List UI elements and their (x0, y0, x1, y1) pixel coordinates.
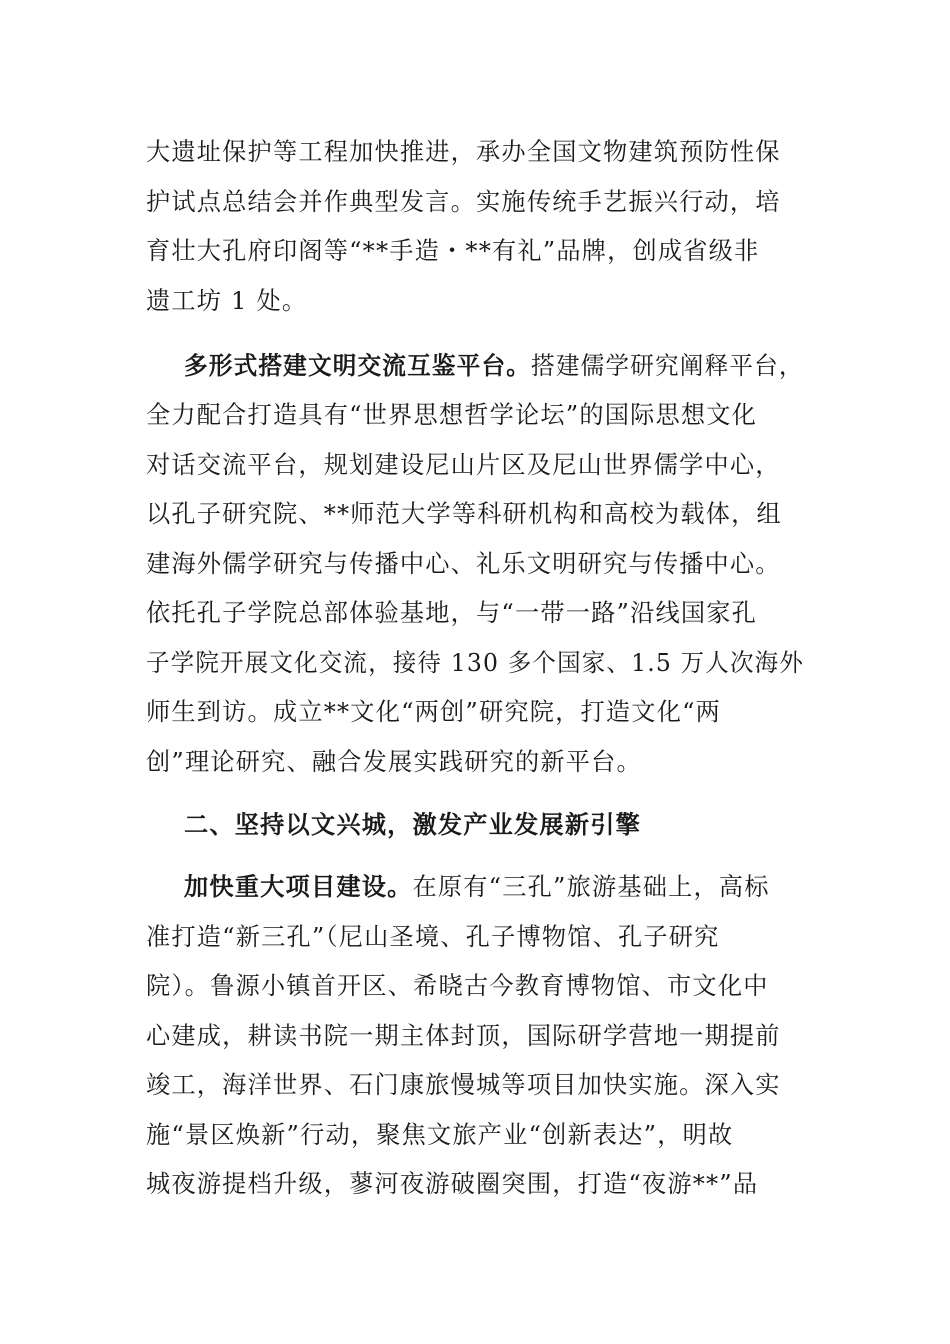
text-line: 师生到访。成立**文化“两创”研究院，打造文化“两 (146, 698, 722, 726)
section-heading: 二、坚持以文兴城，激发产业发展新引擎 (184, 811, 641, 839)
text-line: 院）。鲁源小镇首开区、希晓古今教育博物馆、市文化中 (146, 972, 769, 1000)
text-line: 城夜游提档升级，蓼河夜游破圈突围，打造“夜游**”品 (146, 1170, 759, 1198)
text-line: 创”理论研究、融合发展实践研究的新平台。 (146, 748, 642, 776)
paragraph-lead-heading: 加快重大项目建设。 (184, 873, 413, 901)
paragraph-first-line (184, 350, 804, 382)
text-line: 遗工坊 1 处。 (146, 287, 308, 315)
paragraph-first-line (184, 871, 770, 903)
text-line: 大遗址保护等工程加快推进，承办全国文物建筑预防性保 (146, 138, 781, 166)
paragraph-text: 在原有“三孔”旅游基础上，高标 (412, 873, 770, 901)
text-line: 依托孔子学院总部体验基地，与“一带一路”沿线国家孔 (146, 599, 758, 627)
text-line: 全力配合打造具有“世界思想哲学论坛”的国际思想文化 (146, 401, 758, 429)
paragraph-lead-heading: 多形式搭建文明交流互鉴平台。 (184, 352, 532, 380)
text-line: 准打造“新三孔”（尼山圣境、孔子博物馆、孔子研究 (146, 923, 720, 951)
text-line: 施“景区焕新”行动，聚焦文旅产业“创新表达”，明故 (146, 1121, 734, 1149)
text-line: 以孔子研究院、**师范大学等科研机构和高校为载体，组 (146, 500, 782, 528)
text-line: 育壮大孔府印阁等“**手造・**有礼”品牌，创成省级非 (146, 237, 760, 265)
text-line: 护试点总结会并作典型发言。实施传统手艺振兴行动，培 (146, 188, 781, 216)
text-line: 建海外儒学研究与传播中心、礼乐文明研究与传播中心。 (146, 550, 781, 578)
text-line: 竣工，海洋世界、石门康旅慢城等项目加快实施。深入实 (146, 1071, 781, 1099)
text-line: 子学院开展文化交流，接待 130 多个国家、1.5 万人次海外 (146, 649, 805, 677)
paragraph-text: 搭建儒学研究阐释平台， (531, 352, 804, 380)
text-line: 对话交流平台，规划建设尼山片区及尼山世界儒学中心， (146, 451, 781, 479)
text-line: 心建成，耕读书院一期主体封顶，国际研学营地一期提前 (146, 1022, 781, 1050)
